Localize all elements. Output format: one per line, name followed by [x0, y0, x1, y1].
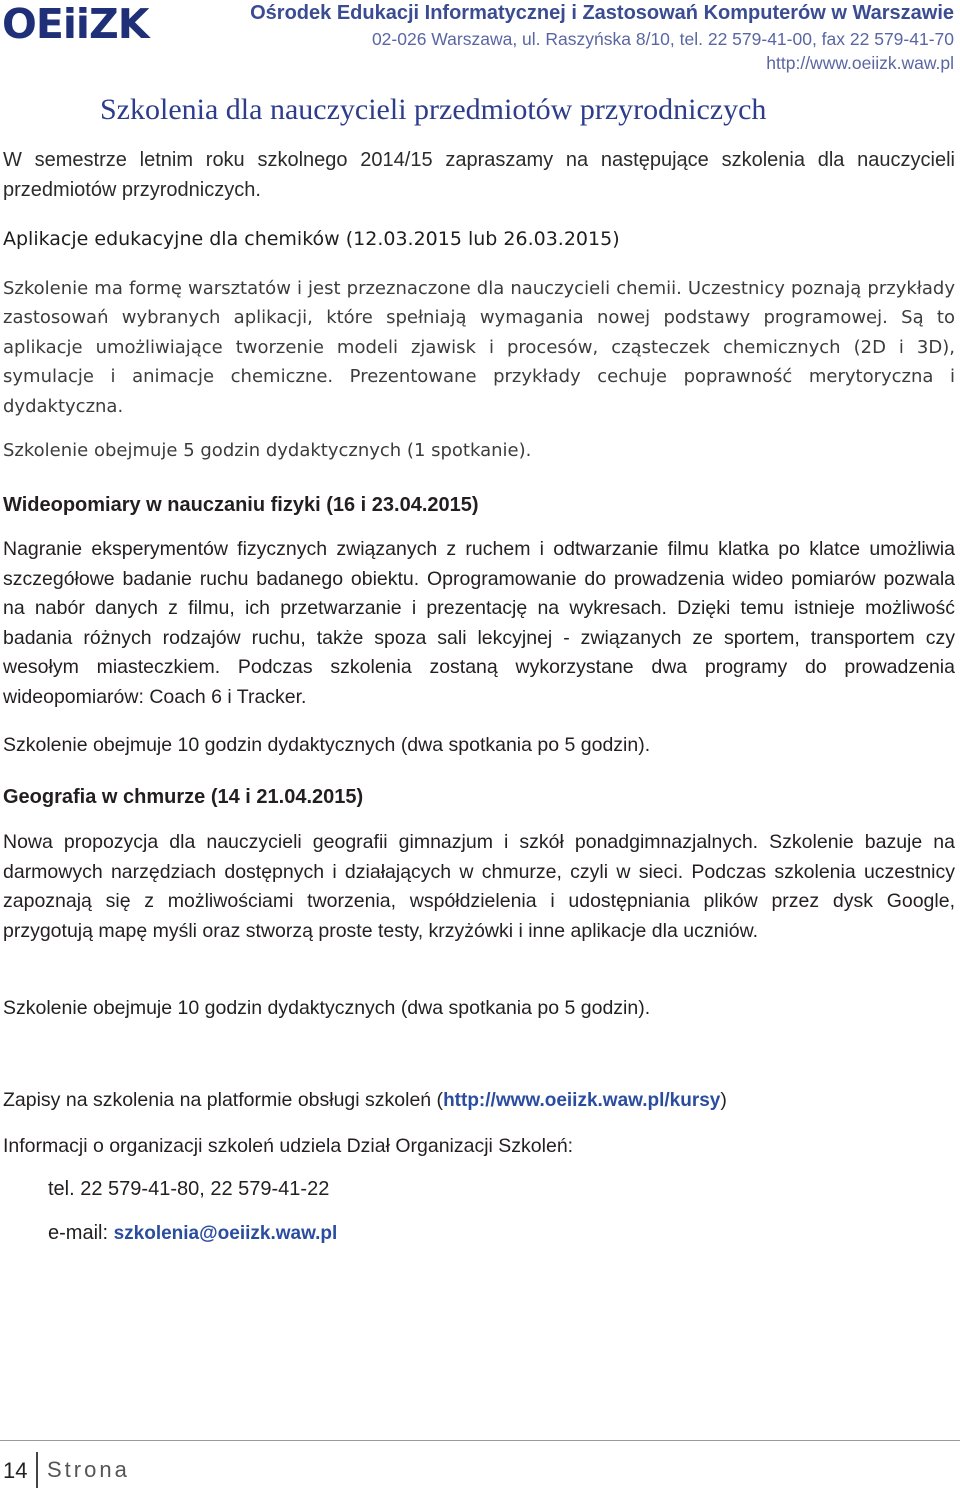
- intro-paragraph: W semestrze letnim roku szkolnego 2014/15 zapraszamy na następujące szkolenia dla nauczycieli przedmiotów przyrodniczych.: [3, 149, 955, 201]
- course-3-description: Nowa propozycja dla nauczycieli geografii gimnazjum i szkół ponadgimnazjalnych. Szkolenie bazuje na darmowych narzędziach dostępnych i działających w chmurze, czyli w sieci. Podczas szkolenia uczestnicy zapoznają się z możliwościami tworzenia, współdzielenia i udostępniania plików przez dysk Google, przygotują mapę myśli oraz stworzą proste testy, krzyżówki i inne aplikacje dla uczniów.: [3, 831, 955, 942]
- footer-divider: [0, 1440, 960, 1441]
- course-2-description: Nagranie eksperymentów fizycznych związanych z ruchem i odtwarzanie filmu klatka po klatce umożliwia szczegółowe badanie ruchu badanego obiektu. Oprogramowanie do prowadzenia wideo pomiarów pozwala na nabór danych z filmu, ich przetwarzanie i prezentację na wykresach. Dzięki temu istnieje możliwość badania różnych rodzajów ruchu, także spoza sali lekcyjnej - związanych ze sportem, transportem czy wesołym miasteczkiem. Podczas szkolenia zostaną wykorzystane dwa programy do prowadzenia wideopomiarów: Coach 6 i Tracker.: [3, 538, 955, 708]
- header-org-name: Ośrodek Edukacji Informatycznej i Zastosowań Komputerów w Warszawie: [250, 2, 954, 24]
- page-number: 14: [3, 1458, 28, 1483]
- signup-link[interactable]: http://www.oeiizk.waw.pl/kursy: [443, 1090, 721, 1111]
- email-link[interactable]: szkolenia@oeiizk.waw.pl: [113, 1223, 338, 1244]
- contact-email: e-mail: szkolenia@oeiizk.waw.pl: [48, 1222, 338, 1244]
- organization-info: Informacji o organizacji szkoleń udziela Dział Organizacji Szkoleń:: [3, 1135, 574, 1157]
- course-1-description: Szkolenie ma formę warsztatów i jest przeznaczone dla nauczycieli chemii. Uczestnicy poznają przykłady zastosowań wybranych aplikacji, które spełniają wymagania nowej podstawy programowej. Są to aplikacje umożliwiające tworzenie modeli zjawisk i procesów, cząsteczek chemicznych (2D i 3D), symulacje i animacje chemiczne. Prezentowane przykłady cechuje poprawność merytoryczna i dydaktyczna.: [3, 277, 955, 417]
- course-2-heading: Wideopomiary w nauczaniu fizyki (16 i 23.04.2015): [3, 494, 479, 516]
- logo: OEiiZK: [2, 0, 149, 48]
- contact-phone: tel. 22 579-41-80, 22 579-41-22: [48, 1178, 330, 1200]
- page-label: Strona: [47, 1457, 130, 1482]
- course-3-hours: Szkolenie obejmuje 10 godzin dydaktycznych (dwa spotkania po 5 godzin).: [3, 997, 651, 1019]
- course-1-heading: Aplikacje edukacyjne dla chemików (12.03.2015 lub 26.03.2015): [3, 228, 620, 250]
- course-3-heading: Geografia w chmurze (14 i 21.04.2015): [3, 786, 364, 808]
- page-title: Szkolenia dla nauczycieli przedmiotów przyrodniczych: [100, 93, 767, 126]
- page-number-separator: [36, 1452, 38, 1488]
- course-1-hours: Szkolenie obejmuje 5 godzin dydaktycznych (1 spotkanie).: [3, 440, 532, 461]
- header-address: 02-026 Warszawa, ul. Raszyńska 8/10, tel. 22 579-41-00, fax 22 579-41-70: [371, 29, 954, 49]
- header-url[interactable]: http://www.oeiizk.waw.pl: [766, 53, 954, 73]
- signup-info: Zapisy na szkolenia na platformie obsługi szkoleń (http://www.oeiizk.waw.pl/kursy): [3, 1089, 727, 1111]
- course-2-hours: Szkolenie obejmuje 10 godzin dydaktycznych (dwa spotkania po 5 godzin).: [3, 734, 651, 756]
